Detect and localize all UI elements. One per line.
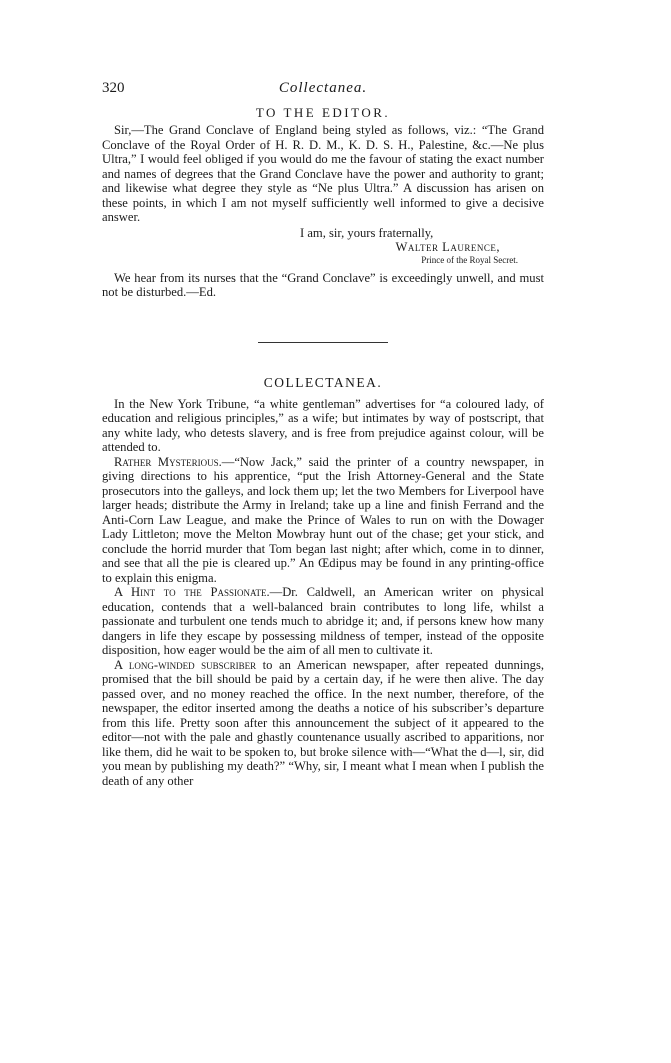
collectanea-items bbox=[102, 397, 544, 789]
letter-body: Sir,—The Grand Conclave of England being styled as follows, viz.: “The Grand Conclave of the Royal Order of H. R. D. M., K. D. S. H., Palestine, &c.—Ne plus Ultra,” I would feel obliged if you would do me the favour of stating the exact number and names of degrees that the Grand Conclave have the power and authority to grant; and likewise what degree they style as “Ne plus Ultra.” A discussion has arisen on these points, in which I am not myself sufficiently well informed to give a decisive answer. bbox=[102, 123, 544, 224]
collectanea-title: COLLECTANEA. bbox=[263, 374, 383, 390]
collectanea-item bbox=[102, 397, 544, 455]
item-lead: A Hint to the Passionate. bbox=[114, 585, 270, 599]
signature-title: Prince of the Royal Secret. bbox=[421, 254, 518, 265]
page-number: 320 bbox=[102, 80, 125, 96]
item-text: —Dr. Caldwell, an American writer on physical education, contends that a well-balanced brain contributes to long life, whilst a passionate and turbulent one tends much to abridge it; and, if persons knew how many dangers in life they escape by possessing mildness of temper, instead of the opposite disposition, how eager would be the aim of all men to cultivate it. bbox=[102, 585, 544, 657]
page bbox=[102, 80, 544, 788]
item-text: —“Now Jack,” said the printer of a country newspaper, in giving directions to his apprentice, “put the Irish Attorney-General and the State prosecutors into the galleys, and lock them up; let the two Members for Liverpool have larger heads; distribute the Army in Ireland; take up a line and finish Ferrand and the Anti-Corn Law League, and make the Prince of Wales to run on with the Dowager Lady Littleton; move the Melton Mowbray hunt out of the chase; get your stick, and conclude the horrid murder that Tom began last night; after which, come in to dinner, and see that all the pie is cleared up.” An Œdipus may be found in any printing-office to explain this enigma. bbox=[102, 454, 545, 585]
item-text: In the New York Tribune, “a white gentleman” advertises for “a coloured lady, of education and religious principles,” as a wife; but intimates by way of postscript, that any white lady, who detests slavery, and is free from prejudice against colour, will be attended to. bbox=[102, 396, 544, 454]
item-lead: A long-winded subscriber bbox=[114, 657, 257, 672]
letter-signature: Walter Laurence, bbox=[395, 240, 500, 254]
collectanea-item bbox=[102, 585, 544, 658]
page-header bbox=[102, 80, 544, 102]
running-title: Collectanea. bbox=[278, 80, 368, 96]
letter-closing: I am, sir, yours fraternally, bbox=[300, 225, 434, 240]
collectanea-item bbox=[102, 455, 544, 586]
item-lead: Rather Mysterious. bbox=[114, 454, 222, 469]
item-text: to an American newspaper, after repeated dunnings, promised that the bill should be paid by a certain day, if he were then alive. The day passed over, and no money reached the office. In the next number, therefore, of the newspaper, the editor inserted among the deaths a notice of his subscriber’s departure from this life. Pretty soon after this announcement the subject of it appeared to the editor—not with the pale and ghastly countenance usually ascribed to apparitions, nor like them, did he wait to be spoken to, but broke silence with—“What the d—l, sir, did you mean by publishing my death?” “Why, sir, I meant what I mean when I publish the death of any other bbox=[102, 657, 544, 788]
collectanea-item bbox=[102, 658, 544, 789]
editor-note: We hear from its nurses that the “Grand Conclave” is exceedingly unwell, and must not be disturbed.—Ed. bbox=[102, 270, 544, 299]
section-divider bbox=[258, 342, 388, 343]
letter-title: TO THE EDITOR. bbox=[255, 105, 391, 120]
